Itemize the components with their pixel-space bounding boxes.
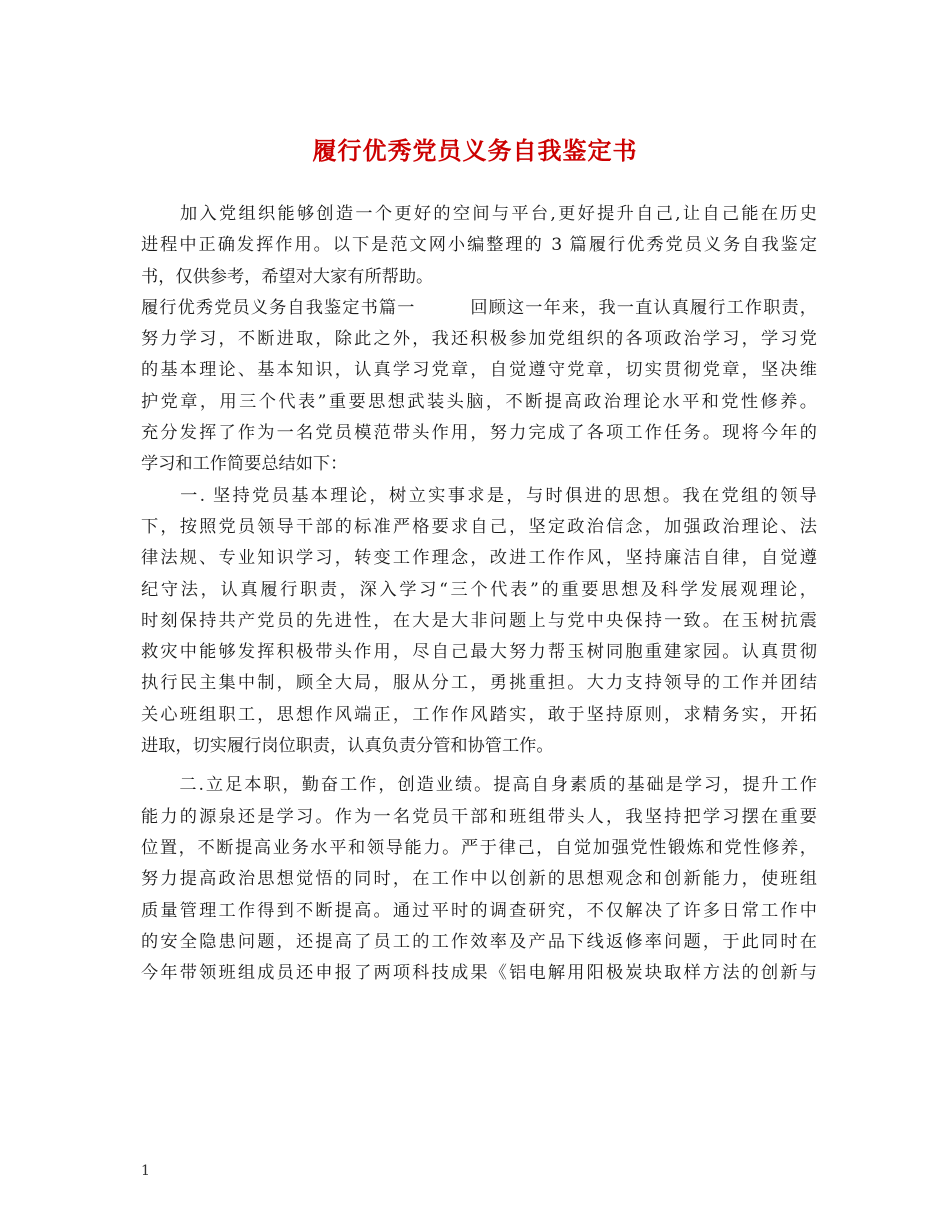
- text-line: 二.立足本职，勤奋工作，创造业绩。提高自身素质的基础是学习，提升工作: [141, 775, 817, 796]
- text-line: 进程中正确发挥作用。以下是范文网小编整理的 3 篇履行优秀党员义务自我鉴定: [141, 235, 817, 256]
- text-line: 履行优秀党员义务自我鉴定书篇一 回顾这一年来，我一直认真履行工作职责，: [141, 297, 817, 318]
- text-line: 书，仅供参考，希望对大家有所帮助。: [141, 266, 434, 287]
- paragraph-gap: [141, 762, 817, 770]
- text-line: 今年带领班组成员还申报了两项科技成果《铝电解用阳极炭块取样方法的创新与: [141, 963, 817, 984]
- paragraph-intro: [141, 199, 817, 293]
- text-line: 下，按照党员领导干部的标准严格要求自己，坚定政治信念，加强政治理论、法: [141, 516, 817, 537]
- text-line: 质量管理工作得到不断提高。通过平时的调查研究，不仅解决了许多日常工作中: [141, 900, 817, 921]
- text-line: 加入党组织能够创造一个更好的空间与平台,更好提升自己,让自己能在历史: [141, 204, 817, 224]
- text-line: 执行民主集中制，顾全大局，服从分工，勇挑重担。大力支持领导的工作并团结: [141, 673, 817, 694]
- text-line: 护党章，用三个代表”重要思想武装头脑，不断提高政治理论水平和党性修养。: [141, 391, 817, 412]
- text-line: 救灾中能够发挥积极带头作用，尽自己最大努力帮玉树同胞重建家园。认真贯彻: [141, 642, 817, 663]
- text-line: 律法规、专业知识学习，转变工作理念，改进工作作风，坚持廉洁自律，自觉遵: [141, 548, 817, 569]
- text-line: 能力的源泉还是学习。作为一名党员干部和班组带头人，我坚持把学习摆在重要: [141, 806, 817, 827]
- document-title: 履行优秀党员义务自我鉴定书: [312, 137, 638, 165]
- text-line: 进取，切实履行岗位职责，认真负责分管和协管工作。: [141, 736, 554, 757]
- text-line: 纪守法，认真履行职责，深入学习“三个代表”的重要思想及科学发展观理论，: [141, 579, 817, 600]
- text-line: 关心班组职工，思想作风端正，工作作风踏实，敢于坚持原则，求精务实，开拓: [141, 704, 817, 725]
- text-line: 一. 坚持党员基本理论，树立实事求是，与时俱进的思想。我在党组的领导: [141, 485, 817, 506]
- paragraph-section-two: [141, 770, 817, 989]
- text-line: 学习和工作简要总结如下：: [141, 454, 348, 475]
- text-line: 的基本理论、基本知识，认真学习党章，自觉遵守党章，切实贯彻党章，坚决维: [141, 360, 817, 381]
- text-line: 的安全隐患问题，还提高了员工的工作效率及产品下线返修率问题，于此同时在: [141, 931, 817, 952]
- text-line: 位置，不断提高业务水平和领导能力。严于律己，自觉加强党性锻炼和党性修养，: [141, 837, 817, 858]
- text-line: 时刻保持共产党员的先进性，在大是大非问题上与党中央保持一致。在玉树抗震: [141, 610, 817, 631]
- text-line: 努力学习，不断进取，除此之外，我还积极参加党组织的各项政治学习，学习党: [141, 329, 817, 350]
- paragraph-part-one: [141, 293, 817, 481]
- page-number: 1: [141, 1163, 150, 1179]
- document-body: [141, 199, 817, 989]
- paragraph-section-one: [141, 481, 817, 763]
- text-line: 充分发挥了作为一名党员模范带头作用，努力完成了各项工作任务。现将今年的: [141, 423, 817, 444]
- text-line: 努力提高政治思想觉悟的同时，在工作中以创新的思想观念和创新能力，使班组: [141, 869, 817, 890]
